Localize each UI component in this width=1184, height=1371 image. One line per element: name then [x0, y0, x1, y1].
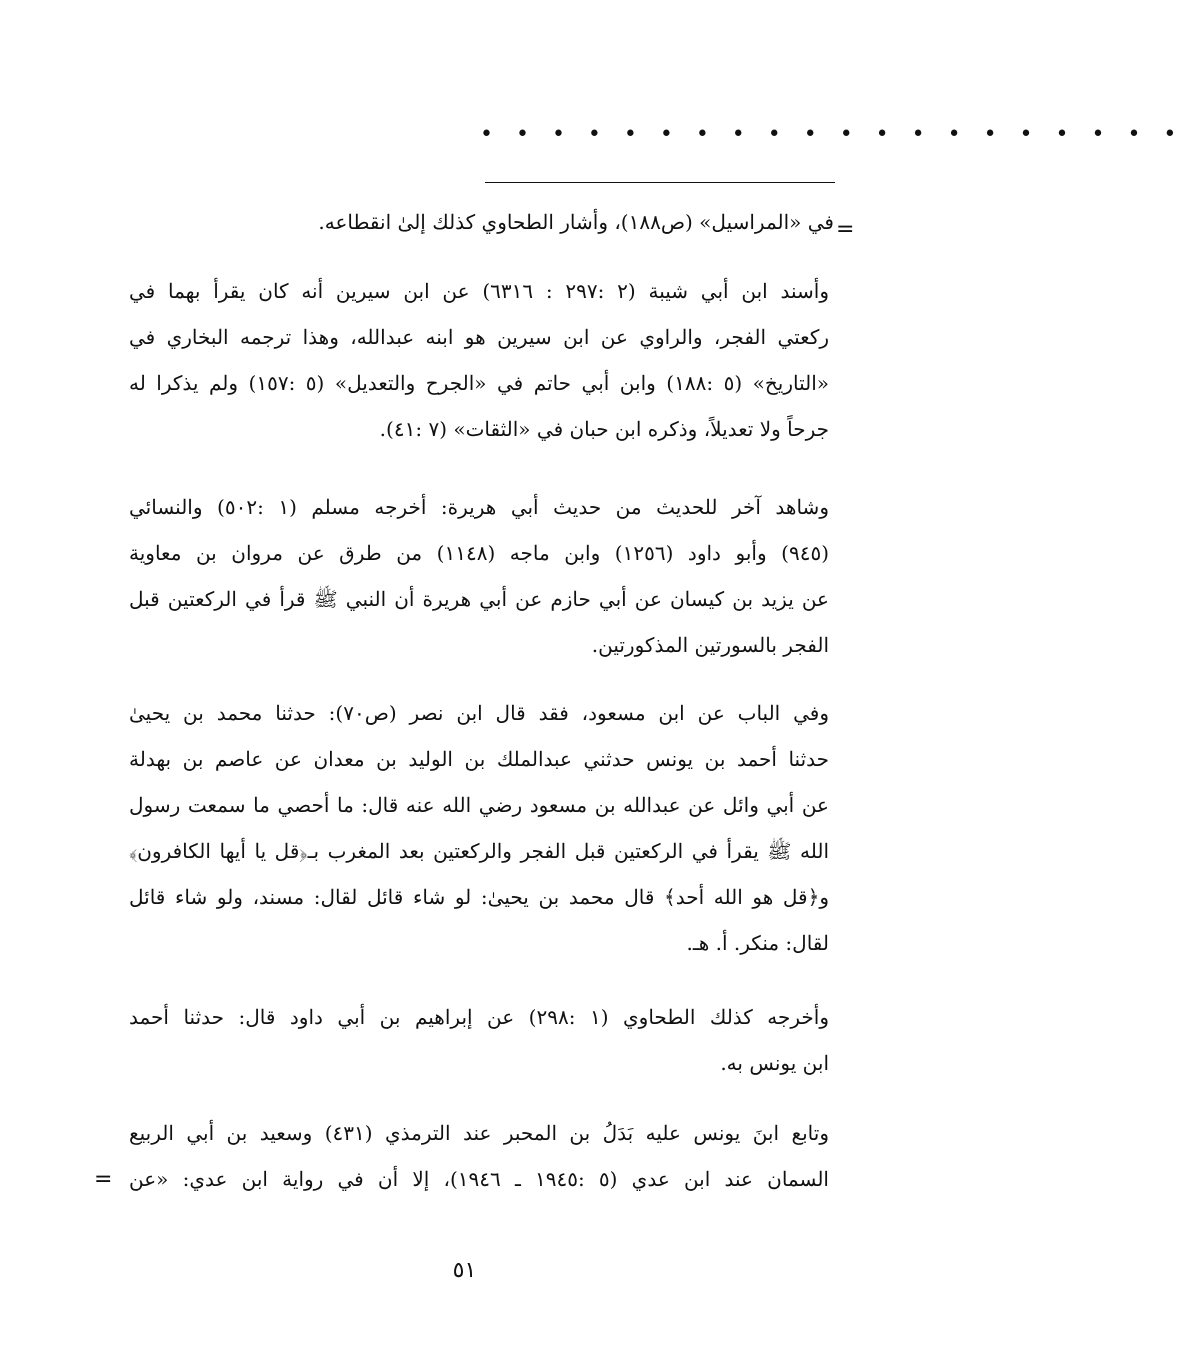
paragraph-2 [129, 484, 829, 668]
text-line: لقال: منكر. أ. هـ. [686, 931, 829, 955]
text-line: الله ﷺ يقرأ في الركعتين قبل الفجر والركعتين بعد المغرب بـ﴿قل يا أيها الكافرون﴾ [129, 839, 829, 863]
text-line: و﴿قل هو الله أحد﴾ قال محمد بن يحيىٰ: لو شاء قائل لقال: مسند، ولو شاء قائل [129, 885, 829, 909]
text-line: (٩٤٥) وأبو داود (١٢٥٦) وابن ماجه (١١٤٨) من طرق عن مروان بن معاوية [129, 541, 829, 565]
footnote-continuation-marker: = [836, 217, 855, 242]
paragraph-4 [129, 994, 829, 1086]
text-line: ابن يونس به. [720, 1051, 829, 1075]
text-line: وأسند ابن أبي شيبة (٢ :٢٩٧ : ٦٣١٦) عن ابن سيرين أنه كان يقرأ بهما في [129, 279, 829, 303]
header-dots: • • • • • • • • • • • • • • • • • • • • [480, 122, 1184, 147]
text-line: ركعتي الفجر، والراوي عن ابن سيرين هو ابنه عبدالله، وهذا ترجمه البخاري في [129, 325, 829, 349]
text-line: وفي الباب عن ابن مسعود، فقد قال ابن نصر (ص٧٠): حدثنا محمد بن يحيىٰ [129, 701, 829, 725]
text-line: وأخرجه كذلك الطحاوي (١ :٢٩٨) عن إبراهيم بن أبي داود قال: حدثنا أحمد [129, 1005, 830, 1029]
text-line: عن أبي وائل عن عبدالله بن مسعود رضي الله عنه قال: ما أحصي ما سمعت رسول [129, 793, 829, 817]
text-line: «التاريخ» (٥ :١٨٨) وابن أبي حاتم في «الجرح والتعديل» (٥ :١٥٧) ولم يذكرا له [129, 371, 830, 395]
text-line: السمان عند ابن عدي (٥ :١٩٤٥ ـ ١٩٤٦)، إلا أن في رواية ابن عدي: «عن [129, 1167, 829, 1191]
continuation-marker: = [94, 1167, 113, 1192]
text-line: حدثنا أحمد بن يونس حدثني عبدالملك بن الوليد بن معدان عن عاصم بن بهدلة [129, 747, 829, 771]
footnote-continuation-text: في «المراسيل» (ص١٨٨)، وأشار الطحاوي كذلك إلىٰ انقطاعه. [318, 210, 834, 234]
text-line: جرحاً ولا تعديلاً، وذكره ابن حبان في «الثقات» (٧ :٤١). [379, 417, 829, 441]
footnote-rule [485, 182, 835, 183]
text-line: الفجر بالسورتين المذكورتين. [591, 633, 829, 657]
text-line: وشاهد آخر للحديث من حديث أبي هريرة: أخرجه مسلم (١ :٥٠٢) والنسائي [129, 495, 829, 519]
text-line: وتابع ابنَ يونس عليه بَدَلُ بن المحبر عند الترمذي (٤٣١) وسعيد بن أبي الربيع [129, 1121, 829, 1145]
paragraph-3 [129, 690, 829, 966]
paragraph-5 [129, 1110, 829, 1202]
paragraph-1 [129, 268, 829, 452]
page-number: ٥١ [452, 1258, 477, 1283]
text-line: عن يزيد بن كيسان عن أبي حازم عن أبي هريرة أن النبي ﷺ قرأ في الركعتين قبل [129, 587, 829, 611]
